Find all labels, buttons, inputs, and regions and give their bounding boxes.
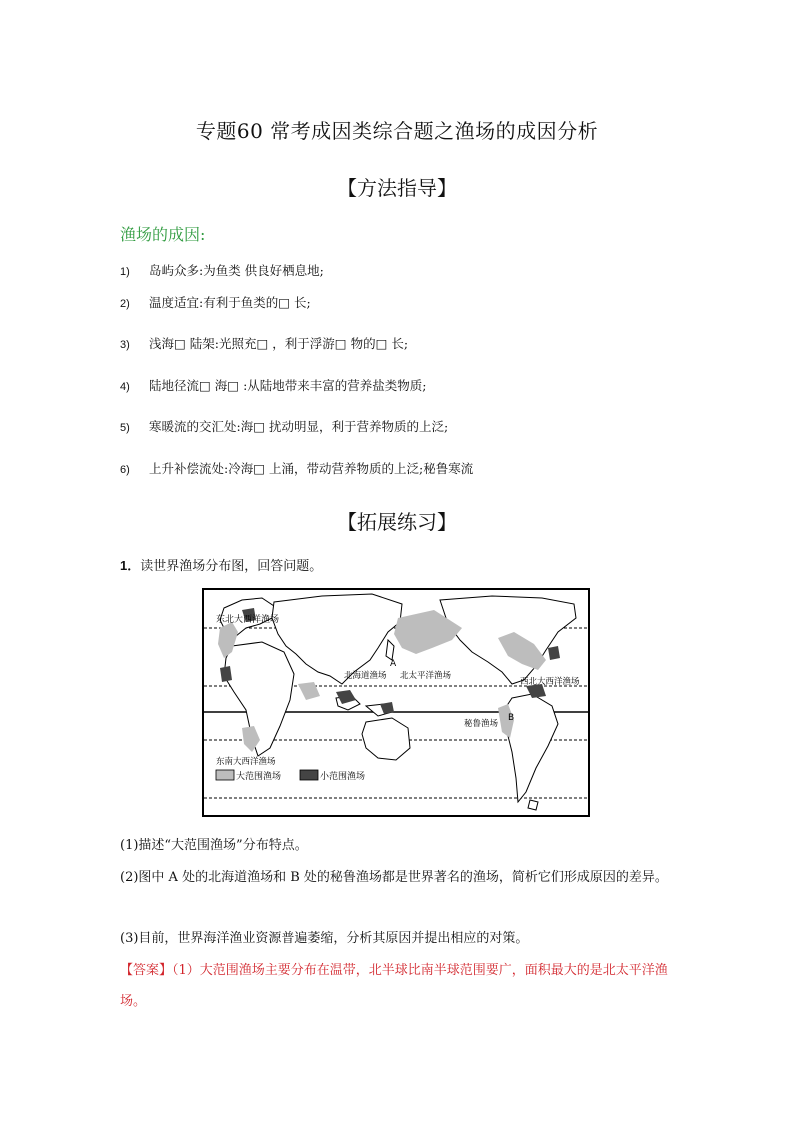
cause-item-6 [120, 459, 473, 477]
cause-item-5 [120, 417, 448, 435]
answer-block [120, 955, 685, 1017]
label-point-b: B [508, 713, 515, 723]
legend-swatch-small [300, 770, 318, 780]
cause-item-3 [120, 334, 408, 352]
legend-label-large: 大范围渔场 [236, 772, 282, 782]
sub-question-1: (1)描述“大范围渔场”分布特点。 [120, 838, 308, 853]
cause-item-1 [120, 261, 324, 279]
label-hokkaido: 北海道渔场 [344, 671, 387, 681]
world-fishery-map [202, 588, 590, 817]
causes-heading: 渔场的成因: [120, 225, 206, 244]
cause-num: 2) [120, 298, 130, 310]
label-nw-atlantic: 西北大西洋渔场 [520, 677, 580, 687]
cause-text: 浅海□ 陆架:光照充□ ，利于浮游□ 物的□ 长; [149, 336, 409, 351]
question-1 [120, 555, 322, 574]
cause-num: 6) [120, 464, 130, 476]
label-se-atlantic: 东南大西洋渔场 [216, 757, 276, 767]
cause-text: 寒暖流的交汇处:海□ 扰动明显，利于营养物质的上泛; [149, 419, 449, 434]
sub-question-2: (2)图中 A 处的北海道渔场和 B 处的秘鲁渔场都是世界著名的渔场，简析它们形成原因的差异。 [120, 870, 668, 885]
page-title: 专题60 常考成因类综合题之渔场的成因分析 [195, 119, 599, 143]
cause-text: 温度适宜:有利于鱼类的□ 长; [149, 295, 311, 310]
cause-item-4 [120, 376, 427, 394]
cause-num: 5) [120, 422, 130, 434]
label-ne-atlantic: 东北大西洋渔场 [216, 615, 280, 625]
label-peru: 秘鲁渔场 [464, 719, 499, 729]
small-fishery-area [548, 646, 560, 660]
legend-swatch-large [216, 770, 234, 780]
answer-text: （1）大范围渔场主要分布在温带，北半球比南半球范围要广，面积最大的是北太平洋渔场。 [120, 963, 668, 1009]
answer-tag: 【答案】 [120, 963, 173, 978]
cause-text: 陆地径流□ 海□ :从陆地带来丰富的营养盐类物质; [149, 378, 427, 393]
cause-num: 1) [120, 266, 130, 278]
legend-label-small: 小范围渔场 [320, 772, 366, 782]
label-point-a: A [390, 659, 397, 669]
cause-text: 上升补偿流处:冷海□ 上涌，带动营养物质的上泛;秘鲁寒流 [149, 461, 474, 476]
island-shape [528, 800, 538, 810]
method-heading: 【方法指导】 [337, 176, 457, 200]
practice-heading: 【拓展练习】 [337, 510, 457, 534]
small-fishery-area [220, 666, 232, 682]
cause-text: 岛屿众多:为鱼类 供良好栖息地; [149, 263, 324, 278]
cause-item-2 [120, 293, 311, 311]
cause-num: 4) [120, 381, 130, 393]
cause-num: 3) [120, 339, 130, 351]
label-n-pacific: 北太平洋渔场 [400, 671, 452, 681]
sub-question-3: (3)目前，世界海洋渔业资源普遍萎缩，分析其原因并提出相应的对策。 [120, 931, 529, 946]
question-num: 1． [120, 558, 141, 573]
question-text: 读世界渔场分布图，回答问题。 [140, 559, 323, 574]
